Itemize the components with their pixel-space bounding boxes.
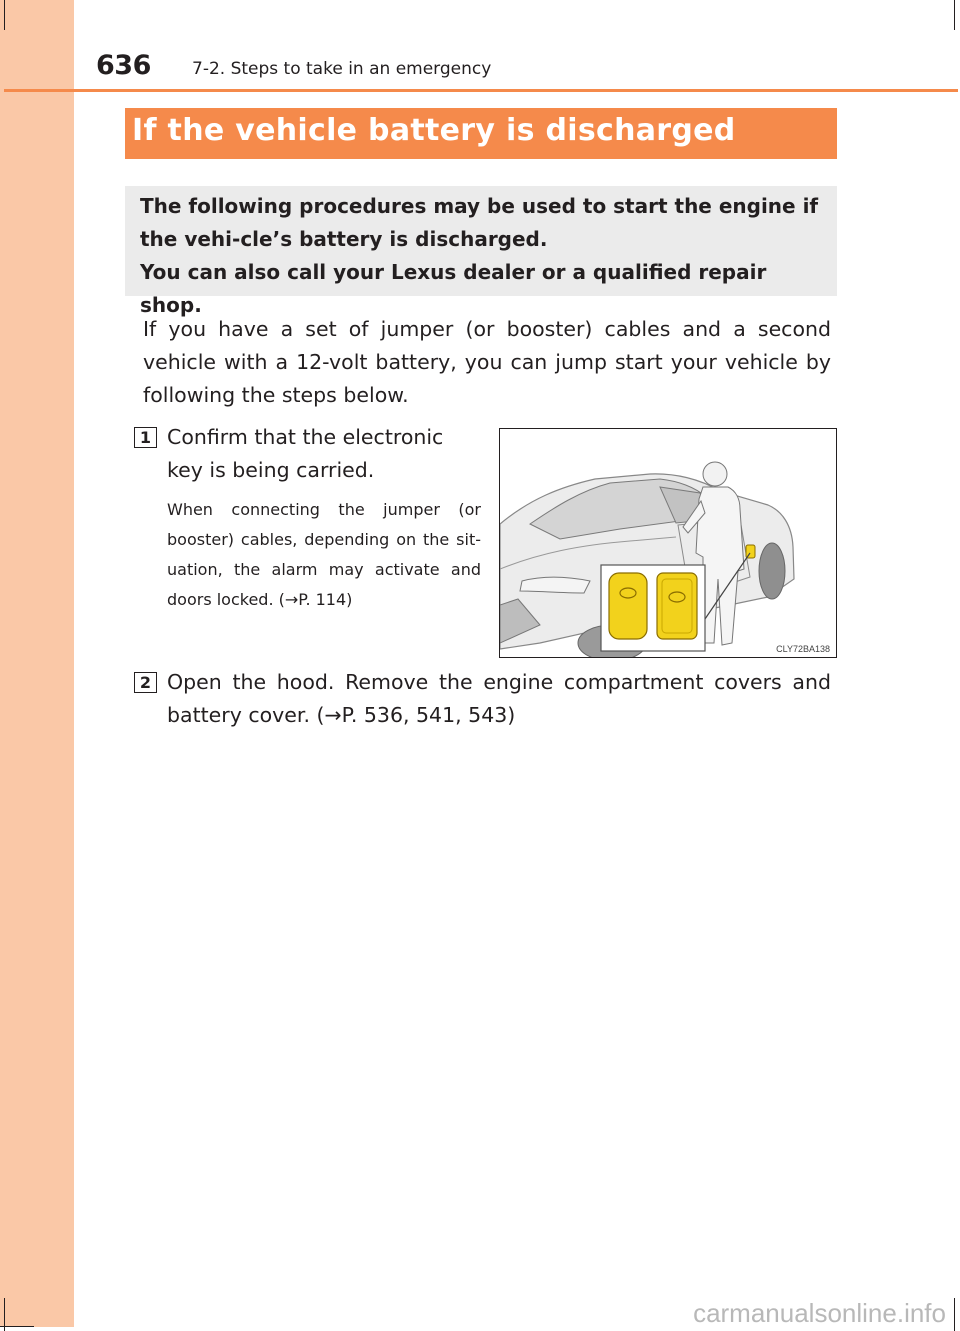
step-number-badge: 2 bbox=[134, 672, 157, 693]
page-title: If the vehicle battery is discharged bbox=[132, 113, 736, 148]
intro-text: You can also call your Lexus dealer or a qualified repair shop. bbox=[140, 260, 767, 317]
body-paragraph: If you have a set of jumper (or booster) cables and a second vehicle with a 12-volt battery, you can jump start your vehicle by following the steps below. bbox=[143, 317, 831, 407]
step-number-badge: 1 bbox=[134, 427, 157, 448]
intro-box bbox=[125, 186, 837, 317]
figure-code: CLY72BA138 bbox=[776, 644, 830, 654]
crop-mark bbox=[954, 0, 955, 30]
header-rule bbox=[4, 89, 958, 92]
watermark: carmanualsonline.info bbox=[693, 1298, 946, 1328]
section-title: 7-2. Steps to take in an emergency bbox=[192, 59, 492, 79]
illustration-car-key bbox=[499, 428, 837, 658]
page-title-banner bbox=[125, 108, 837, 159]
step-note: When connecting the jumper (or booster) cables, depending on the sit-uation, the alarm may activate and doors locked. (→P. 114) bbox=[167, 500, 481, 609]
car-illustration bbox=[500, 429, 837, 658]
step-text: Confirm that the electronic key is being carried. bbox=[167, 425, 444, 482]
crop-mark bbox=[4, 0, 5, 30]
crop-mark bbox=[0, 1326, 34, 1327]
intro-text: The following procedures may be used to start the engine if the vehi-cle’s battery is discharged. bbox=[140, 194, 819, 251]
crop-mark bbox=[954, 1298, 955, 1331]
page-number: 636 bbox=[96, 50, 151, 81]
step-text: Open the hood. Remove the engine compartment covers and battery cover. (→P. 536, 541, 543) bbox=[167, 670, 831, 727]
side-color-strip bbox=[0, 0, 74, 1327]
